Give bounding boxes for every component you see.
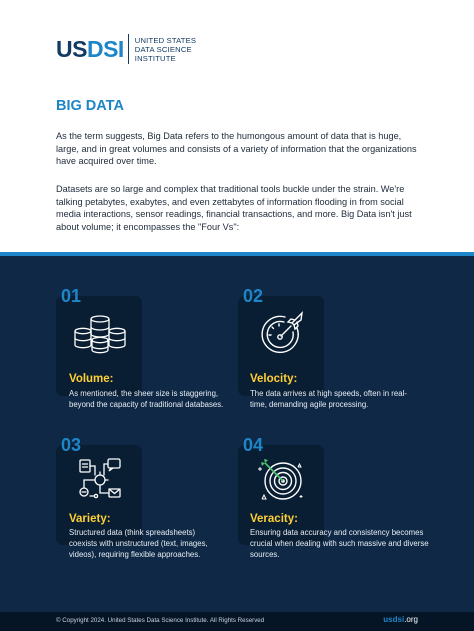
- speedometer-rocket-icon: [257, 308, 307, 358]
- usdsi-logo[interactable]: [56, 34, 196, 64]
- veracity-number: 04: [243, 435, 264, 455]
- veracity-title: Veracity:: [250, 513, 298, 525]
- logo-text: UNITED STATES DATA SCIENCE INSTITUTE: [134, 35, 197, 63]
- velocity-number: 02: [243, 286, 264, 306]
- logo-mark: USDSI: [56, 35, 124, 62]
- variety-description: Structured data (think spreadsheets) coexists with unstructured (text, images, videos), requiring flexible approaches.: [69, 528, 208, 560]
- copyright-text: © Copyright 2024. United States Data Science Institute. All Rights Reserved: [56, 617, 265, 624]
- datasets-paragraph: Datasets are so large and complex that traditional tools buckle under the strain. We're talking petabytes, exabytes, and even zettabytes of information flooding in from social media interactions, sensor readings, financial transactions, and more. Big Data isn't just about volume; it encompasses the "Four Vs":: [56, 184, 412, 232]
- page-footer: [0, 612, 474, 631]
- page-heading: BIG DATA: [56, 98, 124, 114]
- volume-description: As mentioned, the sheer size is staggering, beyond the capacity of traditional databases.: [69, 389, 224, 410]
- veracity-description: Ensuring data accuracy and consistency becomes crucial when dealing with such massive and diverse sources.: [250, 528, 429, 560]
- intro-section: [0, 0, 474, 252]
- website-link[interactable]: usdsi.org: [383, 615, 418, 624]
- variety-title: Variety:: [69, 513, 111, 525]
- volume-number: 01: [61, 286, 82, 306]
- target-icon: [254, 455, 306, 505]
- velocity-title: Velocity:: [250, 373, 298, 385]
- variety-number: 03: [61, 435, 82, 455]
- intro-paragraph: As the term suggests, Big Data refers to the humongous amount of data that is huge, large, and in great volumes and consists of a variety of information that the organizations have acquired over time.: [56, 131, 417, 167]
- velocity-description: The data arrives at high speeds, often in real-time, demanding agile processing.: [250, 389, 407, 410]
- logo-divider: [128, 34, 129, 64]
- volume-title: Volume:: [69, 373, 114, 385]
- four-vs-section: [0, 256, 474, 612]
- data-variety-icon: [76, 456, 124, 504]
- database-servers-icon: [71, 314, 129, 354]
